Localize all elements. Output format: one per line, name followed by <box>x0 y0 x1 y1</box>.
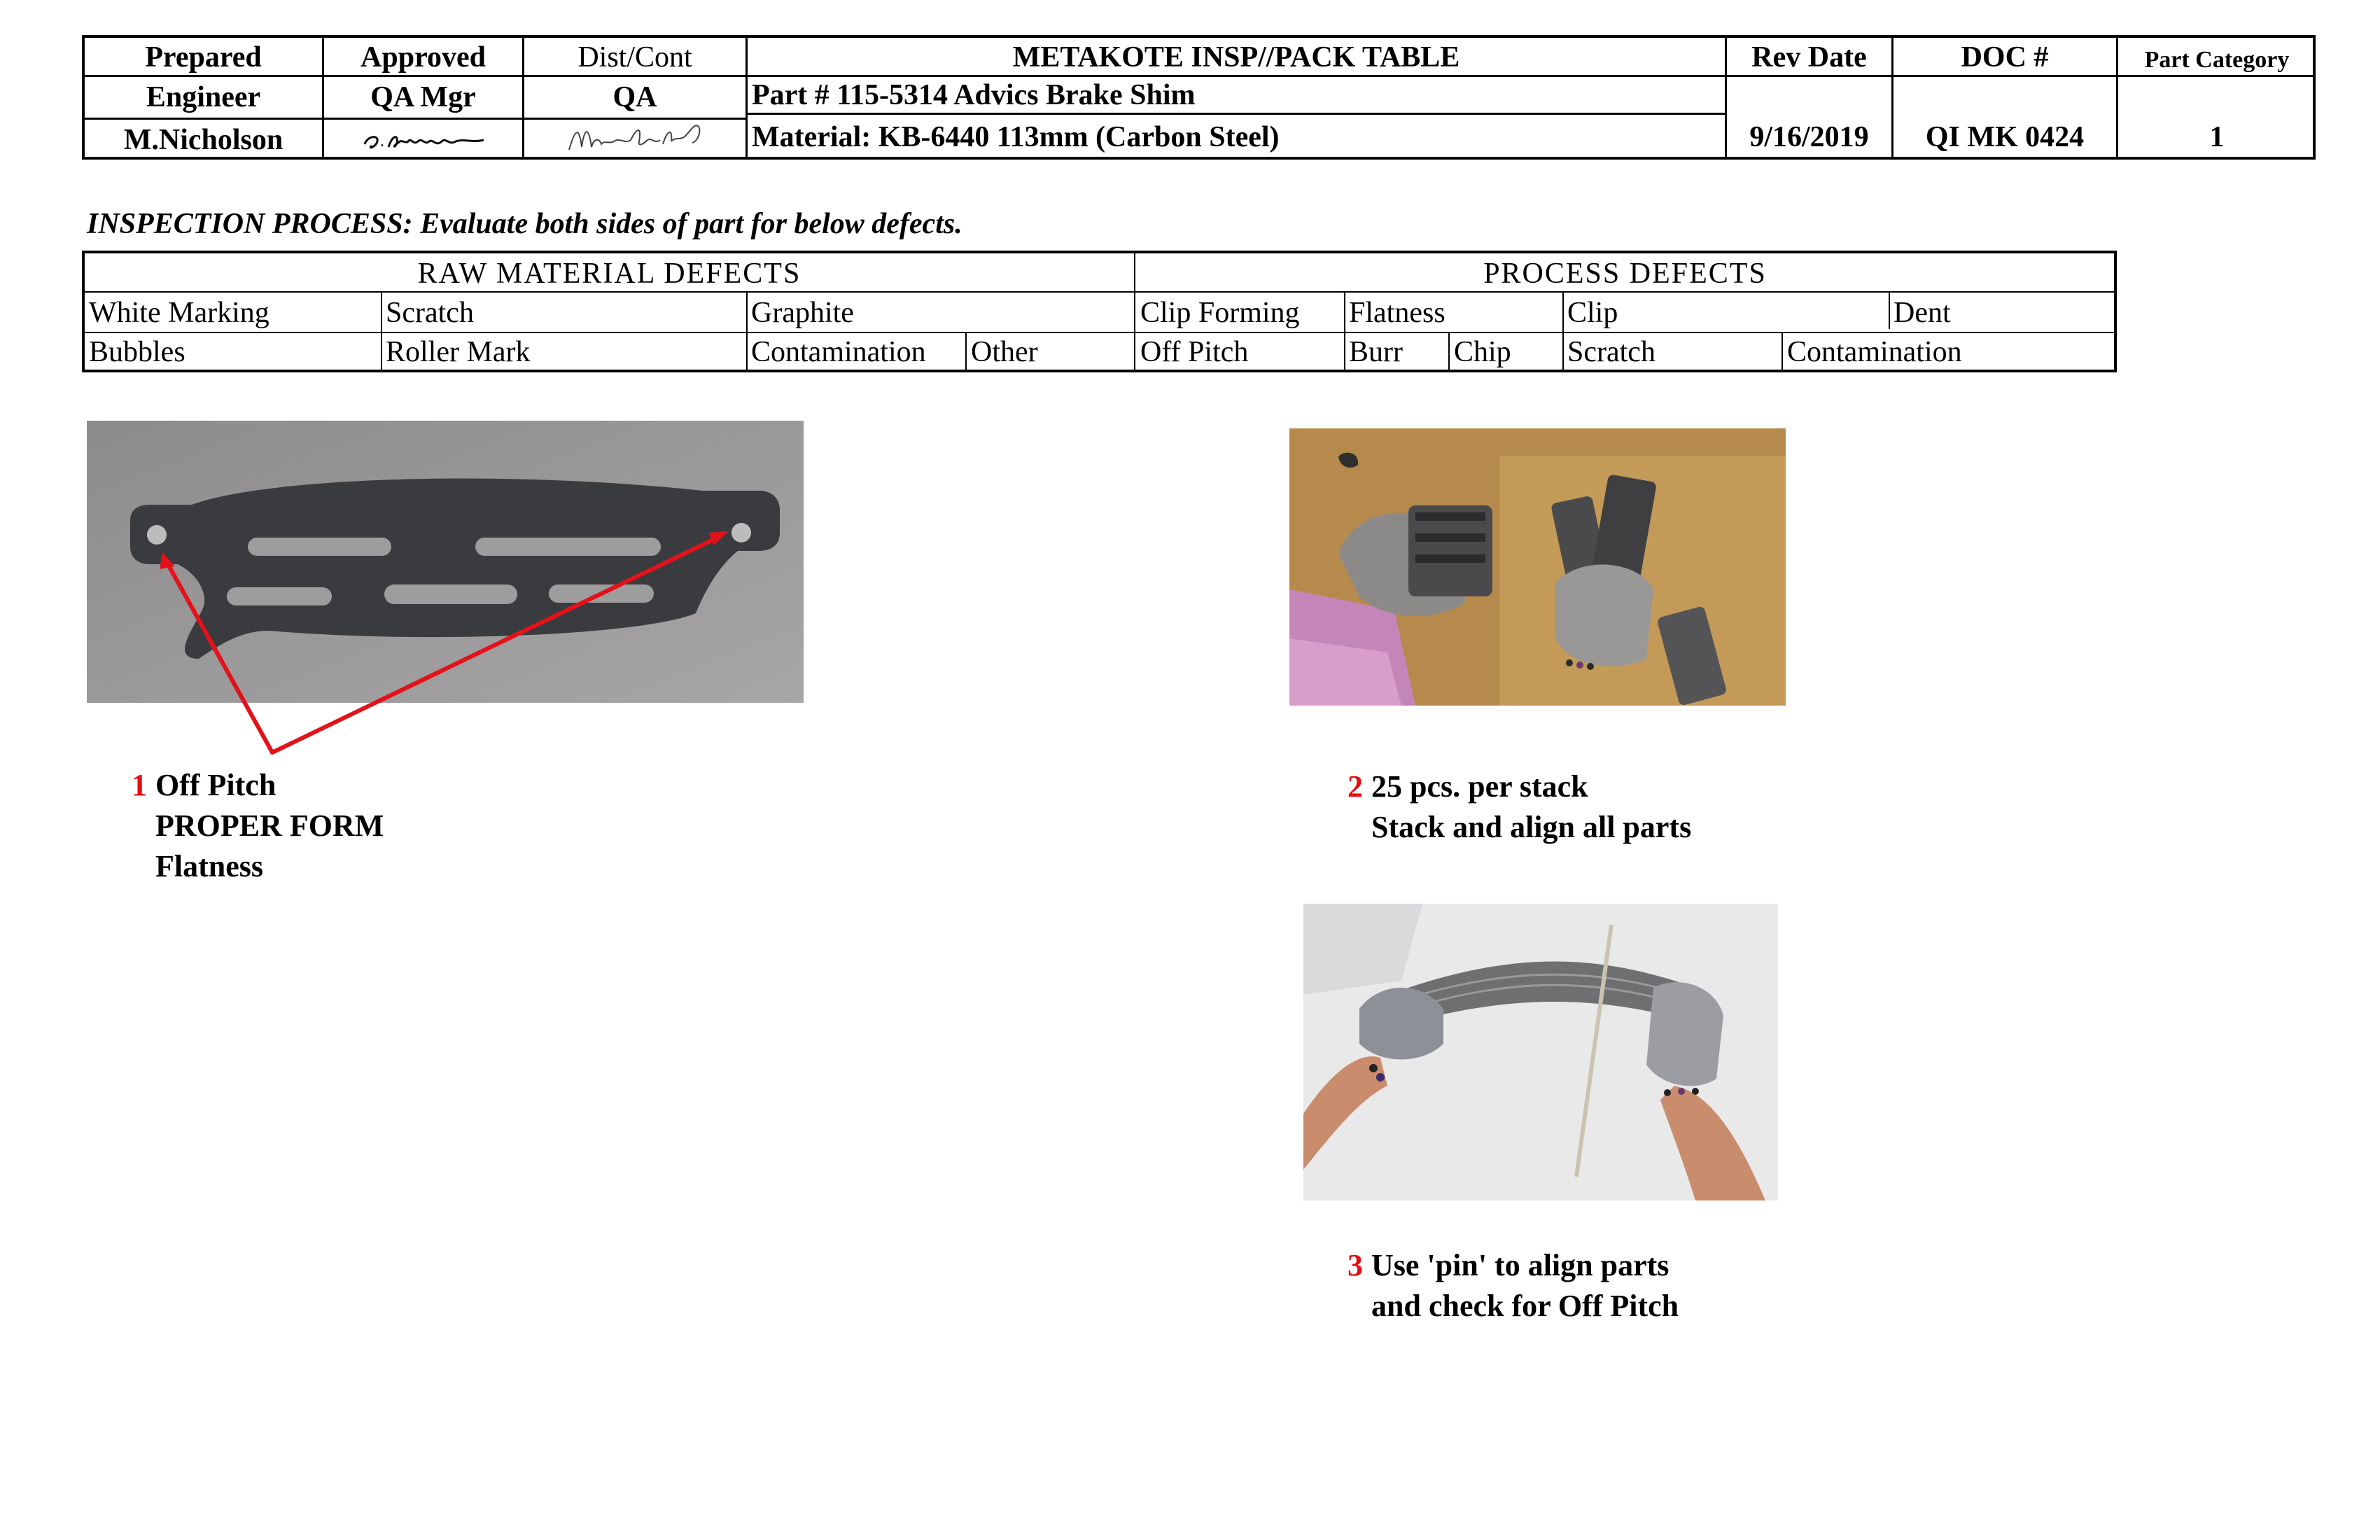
part-category-header: Part Category <box>2144 46 2290 73</box>
process-defect: Burr <box>1349 336 1403 368</box>
step-line: and check for Off Pitch <box>1371 1289 1679 1323</box>
prepared-by-name: M.Nicholson <box>123 123 284 156</box>
step-1-caption <box>119 765 384 887</box>
pin-alignment-photo <box>1303 904 1778 1200</box>
process-defect: Off Pitch <box>1140 336 1249 368</box>
header-table <box>82 35 2316 160</box>
qa-mgr-signature <box>358 122 491 157</box>
raw-defect: Other <box>971 336 1038 368</box>
step-3-caption <box>1335 1245 1679 1326</box>
step-number: 1 <box>132 768 147 802</box>
part-category-value: 1 <box>2209 121 2225 153</box>
qa-signature <box>561 116 722 160</box>
process-defects-header: PROCESS DEFECTS <box>1483 258 1767 290</box>
prepared-header: Prepared <box>145 41 262 74</box>
process-defect: Flatness <box>1349 297 1446 329</box>
raw-defect: Contamination <box>751 336 926 368</box>
raw-defect: Bubbles <box>89 336 186 368</box>
stacking-parts-photo <box>1289 428 1786 706</box>
process-defect: Clip Forming <box>1140 297 1300 329</box>
step-number: 3 <box>1348 1248 1363 1282</box>
doc-number-value: QI MK 0424 <box>1925 121 2085 153</box>
process-defect: Scratch <box>1567 336 1656 368</box>
raw-defect: Scratch <box>386 297 474 329</box>
step-2-caption <box>1335 766 1691 848</box>
process-defect: Contamination <box>1787 336 1962 368</box>
role-engineer: Engineer <box>146 81 261 113</box>
material-spec: Material: KB-6440 113mm (Carbon Steel) <box>752 121 1280 153</box>
step-line: Stack and align all parts <box>1371 810 1692 844</box>
document-title: METAKOTE INSP//PACK TABLE <box>1012 41 1460 74</box>
part-number: Part # 115-5314 Advics Brake Shim <box>752 79 1196 111</box>
step-line: Flatness <box>155 849 263 883</box>
inspection-instruction: INSPECTION PROCESS: Evaluate both sides of part for below defects. <box>87 208 962 240</box>
step-number: 2 <box>1348 769 1363 804</box>
step-line: Off Pitch <box>155 768 276 802</box>
role-qa-mgr: QA Mgr <box>370 81 476 113</box>
step-line: PROPER FORM <box>155 808 384 843</box>
off-pitch-arrows <box>87 421 804 757</box>
approved-header: Approved <box>360 41 486 74</box>
process-defect: Dent <box>1893 297 1951 329</box>
step-line: 25 pcs. per stack <box>1371 769 1588 804</box>
raw-material-defects-header: RAW MATERIAL DEFECTS <box>417 258 802 290</box>
process-defect: Clip <box>1567 297 1618 329</box>
step-line: Use 'pin' to align parts <box>1371 1248 1670 1282</box>
rev-date-value: 9/16/2019 <box>1749 121 1869 153</box>
role-qa: QA <box>612 81 657 113</box>
doc-number-header: DOC # <box>1961 41 2049 74</box>
raw-defect: White Marking <box>89 297 270 329</box>
defects-table <box>82 251 2117 372</box>
dist-cont-header: Dist/Cont <box>578 41 692 74</box>
process-defect: Chip <box>1454 336 1511 368</box>
raw-defect: Graphite <box>751 297 854 329</box>
rev-date-header: Rev Date <box>1751 41 1867 74</box>
raw-defect: Roller Mark <box>386 336 531 368</box>
